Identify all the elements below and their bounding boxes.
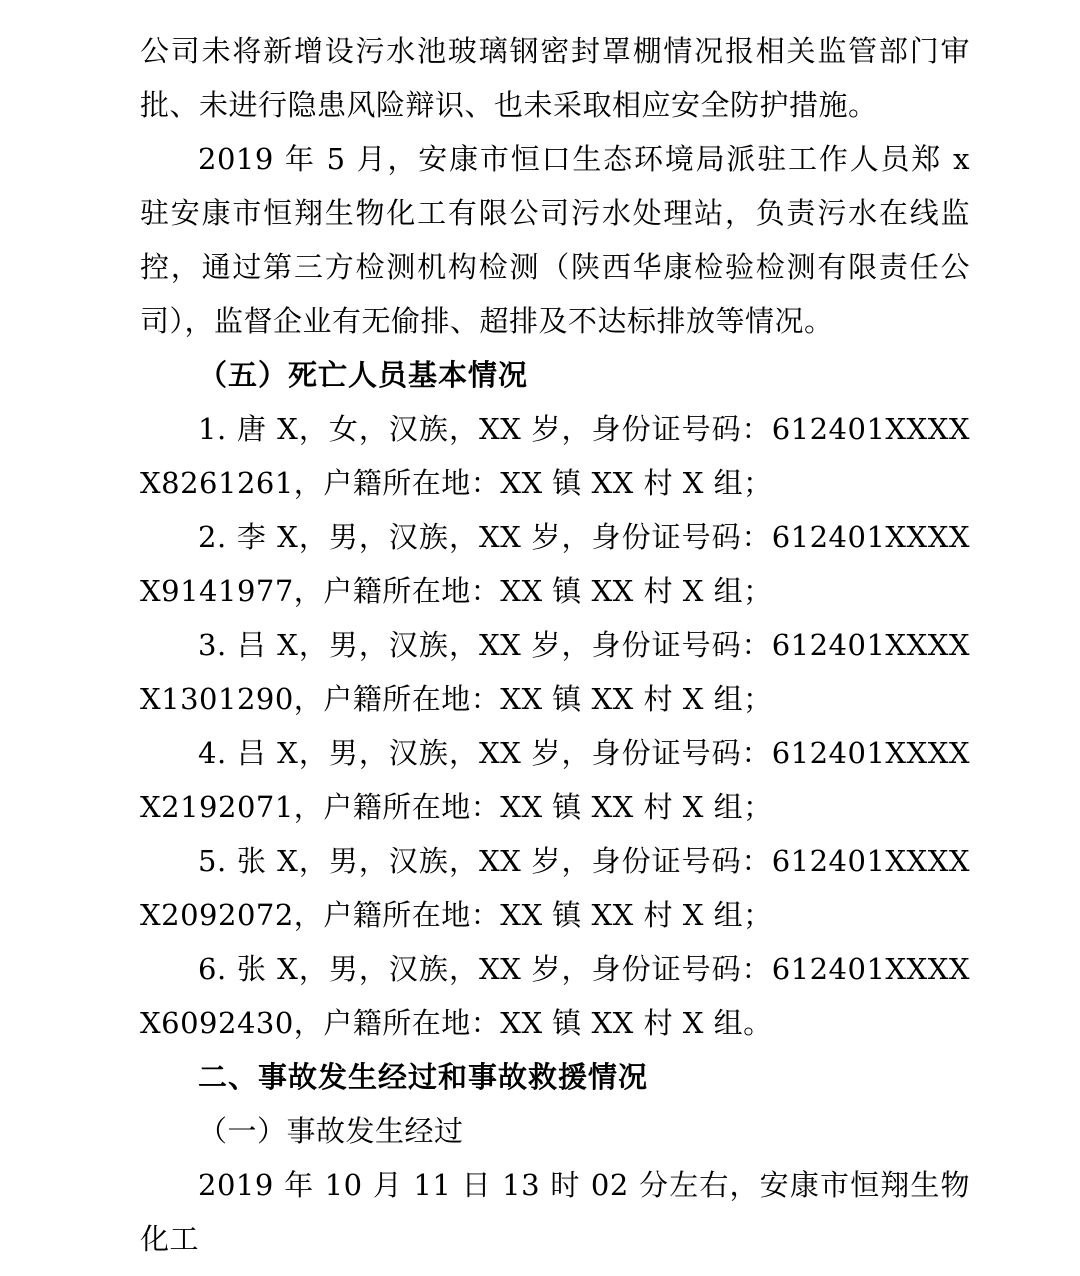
- paragraph: 公司未将新增设污水池玻璃钢密封罩棚情况报相关监管部门审批、未进行隐患风险辩识、也未采取相应安全防护措施。: [140, 34, 970, 122]
- paragraph: 2019 年 5 月，安康市恒口生态环境局派驻工作人员郑 x 驻安康市恒翔生物化工有限公司污水处理站，负责污水在线监控，通过第三方检测机构检测（陕西华康检验检测有限责任公司），监督企业有无偷排、超排及不达标排放等情况。: [140, 142, 970, 338]
- paragraph: 4. 吕 X，男，汉族，XX 岁，身份证号码：612401XXXXX2192071，户籍所在地：XX 镇 XX 村 X 组；: [140, 736, 970, 824]
- paragraph: 2. 李 X，男，汉族，XX 岁，身份证号码：612401XXXXX9141977，户籍所在地：XX 镇 XX 村 X 组；: [140, 520, 970, 608]
- paragraph: 6. 张 X，男，汉族，XX 岁，身份证号码：612401XXXXX6092430，户籍所在地：XX 镇 XX 村 X 组。: [140, 952, 970, 1040]
- section-heading: 二、事故发生经过和事故救援情况: [198, 1060, 649, 1094]
- paragraph: 5. 张 X，男，汉族，XX 岁，身份证号码：612401XXXXX2092072，户籍所在地：XX 镇 XX 村 X 组；: [140, 844, 970, 932]
- document-body: [140, 24, 970, 1266]
- paragraph: 1. 唐 X，女，汉族，XX 岁，身份证号码：612401XXXXX8261261，户籍所在地：XX 镇 XX 村 X 组；: [140, 412, 970, 500]
- section-subheading: （一）事故发生经过: [198, 1114, 464, 1148]
- section-heading: （五）死亡人员基本情况: [198, 358, 529, 392]
- paragraph: 3. 吕 X，男，汉族，XX 岁，身份证号码：612401XXXXX1301290，户籍所在地：XX 镇 XX 村 X 组；: [140, 628, 970, 716]
- paragraph: 2019 年 10 月 11 日 13 时 02 分左右，安康市恒翔生物化工: [140, 1168, 970, 1256]
